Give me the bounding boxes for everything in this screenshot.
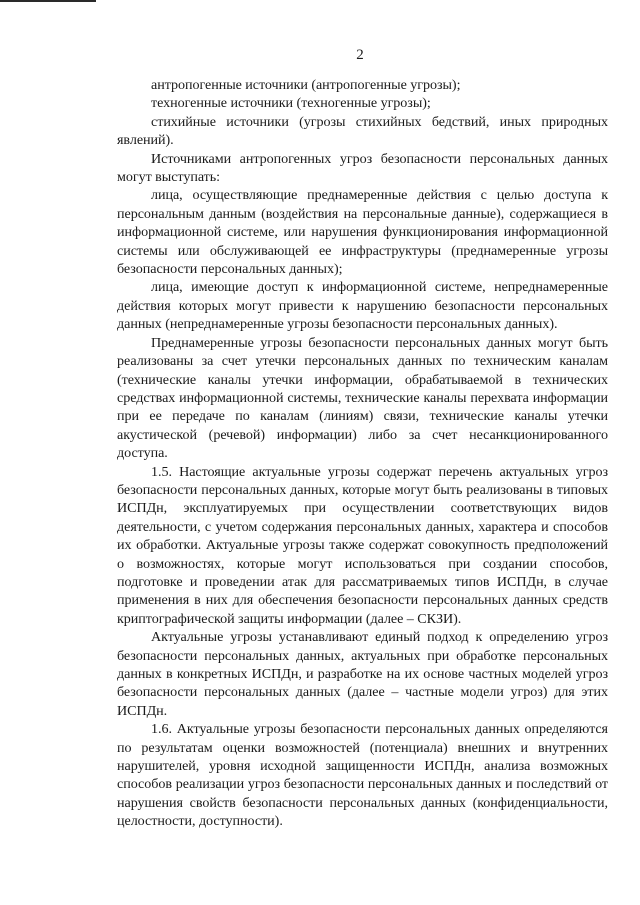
paragraph-anthropogenic-sources: антропогенные источники (антропогенные угрозы); [151,77,461,93]
paragraph-technogenic-sources: техногенные источники (техногенные угрозы); [151,95,431,112]
paragraph-unified-approach: Актуальные угрозы устанавливают единый подход к определению угроз безопасности персональных данных, актуальных при обработке персональных данных в конкретных ИСПДн, и разработке на их основе частных моделей угроз безопасности персональных данных (далее – частные модели угроз) для этих ИСПДн. [117,629,608,719]
page-number: 2 [356,47,364,63]
paragraph-threat-sources-intro: Источниками антропогенных угроз безопасности персональных данных могут выступать: [117,150,608,186]
paragraph-intentional-actors: лица, осуществляющие преднамеренные действия с целью доступа к персональным данным (воздействия на персональные данные), содержащиеся в информационной системе, или нарушения функционирования информационной системы или обслуживающей ее инфраструктуры (преднамеренные угрозы безопасности персональных данных); [117,187,608,278]
scan-edge-mark [0,0,96,2]
document-body [117,76,608,831]
paragraph-section-1-5: 1.5. Настоящие актуальные угрозы содержат перечень актуальных угроз безопасности персональных данных, которые могут быть реализованы в типовых ИСПДн, эксплуатируемых при осуществлении соответствующих видов деятельности, с учетом содержания персональных данных, характера и способов их обработки. Актуальные угрозы также содержат совокупность предположений о возможностях, которые могут использоваться при создании способов, подготовке и проведении атак для рассматриваемых типов ИСПДн, в случае применения в них для обеспечения безопасности персональных данных средств криптографической защиты информации (далее – СКЗИ). [117,463,608,627]
paragraph-natural-sources: стихийные источники (угрозы стихийных бедствий, иных природных явлений). [117,113,608,149]
paragraph-intentional-threats: Преднамеренные угрозы безопасности персональных данных могут быть реализованы за счет утечки персональных данных по техническим каналам (технические каналы утечки информации, обрабатываемой в технических средствах информационной системы, технические каналы перехвата информации при ее передаче по каналам (линиям) связи, технические каналы утечки акустической (речевой) информации) либо за счет несанкционированного доступа. [117,334,608,462]
paragraph-section-1-6: 1.6. Актуальные угрозы безопасности персональных данных определяются по результатам оценки возможностей (потенциала) внешних и внутренних нарушителей, уровня исходной защищенности ИСПДн, анализа возможных способов реализации угроз безопасности персональных данных и последствий от нарушения свойств безопасности персональных данных (конфиденциальности, целостности, доступности). [117,721,608,830]
paragraph-unintentional-actors: лица, имеющие доступ к информационной системе, непреднамеренные действия которых могут привести к нарушению безопасности персональных данных (непреднамеренные угрозы безопасности персональных данных). [117,279,608,333]
